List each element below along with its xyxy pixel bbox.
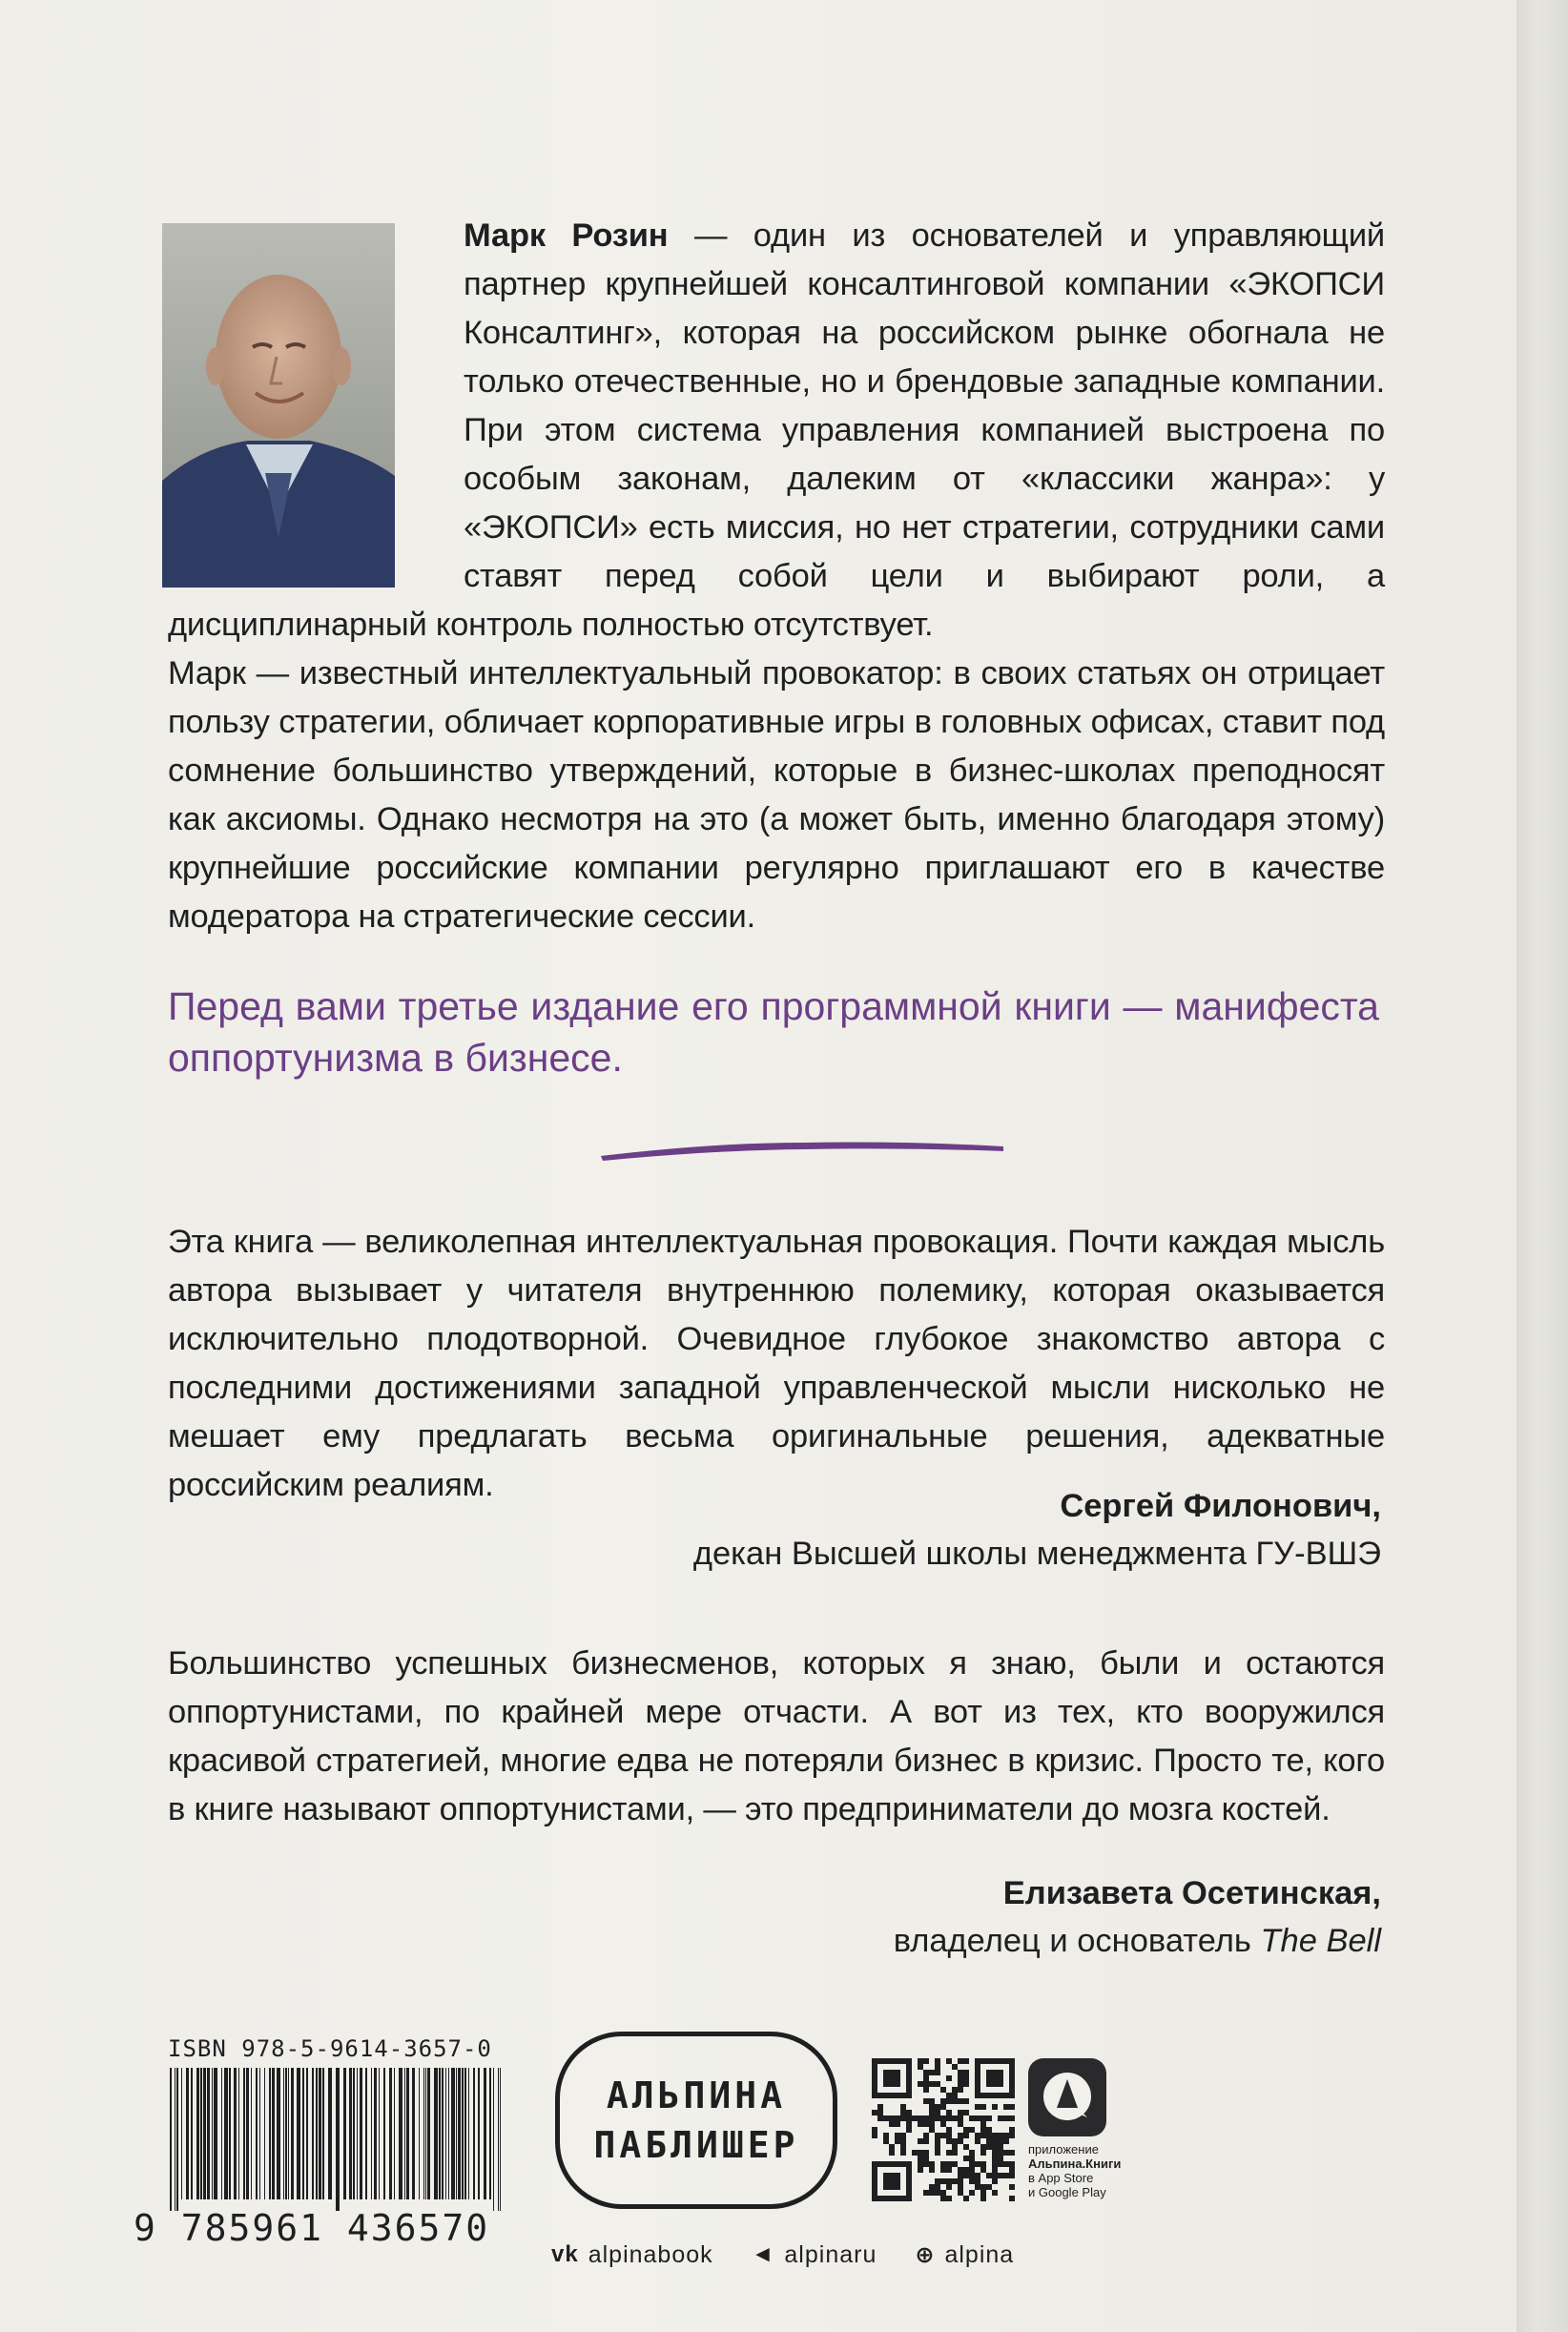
app-promo-text [1028,2142,1143,2199]
app-icon [1028,2058,1106,2136]
social-label: alpinabook [588,2240,713,2268]
review-quote-1: Эта книга — великолепная интеллектуальная провокация. Почти каждая мысль автора вызывает у читателя внутреннюю полемику, которая оказывается исключительно плодотворной. Очевидное глубокое знакомство автора с последними достижениями западной управленческой мысли нисколько не мешает ему предлагать весьма оригинальные решения, адекватные российским реалиям. [168,1224,1385,1503]
author-bio-text: — один из основателей и управляющий партнер крупнейшей консалтинговой компании «ЭКОПСИ Консалтинг», которая на российском рынке обогнала не только отечественные, но и брендовые западные компании. При этом система управления компанией выстроена по особым законам, далеким от «классики жанра»: у «ЭКОПСИ» есть миссия, но нет стратегии, сотрудники сами ставят перед собой цели и выбирают роли, а дисциплинарный контроль полностью отсутствует. [168,217,1385,643]
reviewer-role-1 [523,1530,1381,1578]
reviewer-name-2: Елизавета Осетинская, [1002,1875,1381,1911]
social-telegram[interactable] [752,2241,877,2269]
reviewer-role-text-2: владелец и основатель [893,1923,1261,1959]
cover-edge [1516,0,1568,2332]
barcode-digits: 9 785961 436570 [134,2207,490,2249]
app-promo-line: в App Store [1028,2171,1094,2185]
social-alpina[interactable] [915,2241,1014,2269]
author-bio-second: Марк — известный интеллектуальный провокатор: в своих статьях он отрицает пользу стратегии, обличает корпоративные игры в головных офисах, ставит под сомнение большинство утверждений, которые в бизнес-школах преподносят как аксиомы. Однако несмотря на это (а может быть, именно благодаря этому) крупнейшие российские компании регулярно приглашают его в качестве модератора на стратегические сессии. [168,655,1385,935]
barcode [168,2068,507,2211]
isbn-label: ISBN 978-5-9614-3657-0 [168,2035,492,2062]
alpina-books-app-icon [1028,2058,1106,2136]
social-links [551,2236,1114,2274]
reviewer-name-1: Сергей Филонович, [1060,1488,1381,1524]
reviewer-role-italic-2: The Bell [1260,1923,1381,1959]
app-promo-line: приложение [1028,2142,1099,2157]
publisher-logo [555,2032,837,2209]
reviewer-role-2 [523,1917,1381,1965]
social-label: alpina [944,2240,1015,2268]
review-quote-2: Большинство успешных бизнесменов, которых я знаю, были и остаются оппортунистами, по крайней мере отчасти. А вот из тех, кто вооружился красивой стратегией, многие едва не потеряли бизнес в кризис. Просто те, кого в книге называют оппортунистами, — это предприниматели до мозга костей. [168,1645,1385,1827]
publisher-logo-line1: АЛЬПИНА [606,2074,787,2116]
photo-spacer [168,212,464,598]
review-attribution-1 [523,1482,1381,1578]
app-promo-line: Альпина.Книги [1028,2157,1122,2171]
highlight-statement: Перед вами третье издание его программной книги — манифеста оппортунизма в бизнесе. [168,984,1379,1080]
vk-icon: vk [551,2241,579,2267]
social-vk[interactable] [551,2241,713,2269]
publisher-logo-line2: ПАБЛИШЕР [593,2124,799,2166]
reviewer-role-text-1: декан Высшей школы менеджмента ГУ-ВШЭ [692,1536,1381,1572]
app-promo-line: и Google Play [1028,2185,1106,2199]
author-bio [168,212,1385,941]
qr-code [872,2058,1015,2201]
brush-divider [599,1135,1007,1164]
telegram-icon: ◄ [751,2241,775,2267]
review-attribution-2 [523,1869,1381,1965]
author-name: Марк Розин [464,217,669,254]
plus-circle-icon: ⊕ [915,2241,936,2268]
social-label: alpinaru [784,2240,877,2268]
